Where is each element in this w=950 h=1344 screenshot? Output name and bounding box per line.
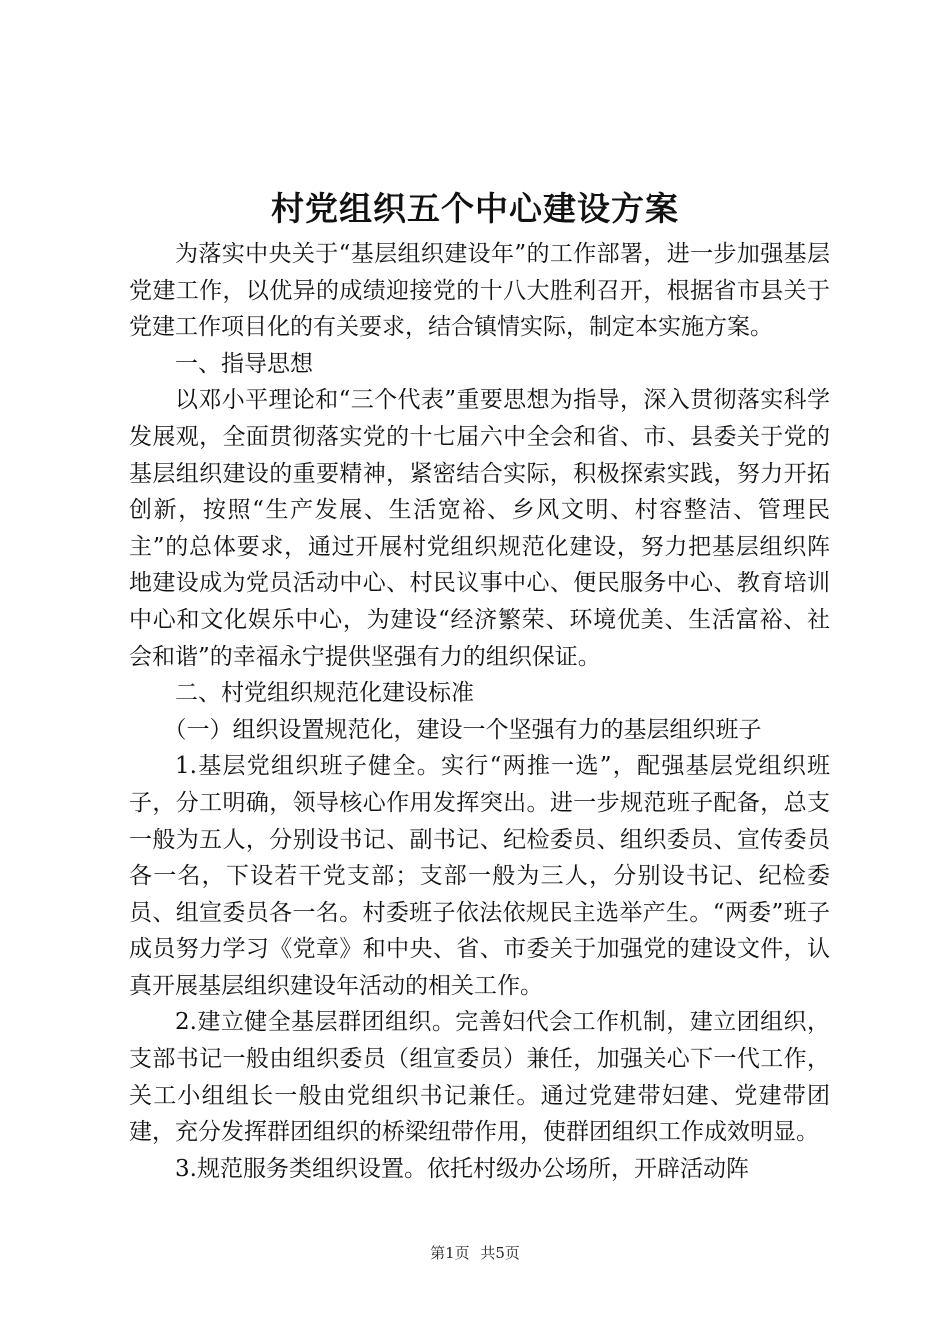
- subsection-heading-organization: （一）组织设置规范化，建设一个坚强有力的基层组织班子: [163, 716, 762, 743]
- section-heading-standards: 二、村党组织规范化建设标准: [175, 680, 474, 707]
- page-number: 第1页: [430, 1244, 470, 1262]
- document-body: [129, 236, 830, 1187]
- item-paragraph-2: 2.建立健全基层群团组织。完善妇代会工作机制，建立团组织，支部书记一般由组织委员（组宣委员）兼任，加强关心下一代工作，关工小组组长一般由党组织书记兼任。通过党建带妇建、党建带团建，充分发挥群团组织的桥梁纽带作用，使群团组织工作成效明显。: [129, 1009, 830, 1146]
- document-title: 村党组织五个中心建设方案: [271, 189, 679, 228]
- item-paragraph-3: 3.规范服务类组织设置。依托村级办公场所，开辟活动阵: [175, 1155, 749, 1182]
- intro-paragraph: 为落实中央关于“基层组织建设年”的工作部署，进一步加强基层党建工作，以优异的成绩迎接党的十八大胜利召开，根据省市县关于党建工作项目化的有关要求，结合镇情实际，制定本实施方案。: [129, 241, 830, 341]
- section-heading-guiding-ideology: 一、指导思想: [175, 350, 313, 377]
- guiding-ideology-paragraph: 以邓小平理论和“三个代表”重要思想为指导，深入贯彻落实科学发展观，全面贯彻落实党的十七届六中全会和省、市、县委关于党的基层组织建设的重要精神，紧密结合实际，积极探索实践，努力开拓创新，按照“生产发展、生活宽裕、乡风文明、村容整洁、管理民主”的总体要求，通过开展村党组织规范化建设，努力把基层组织阵地建设成为党员活动中心、村民议事中心、便民服务中心、教育培训中心和文化娱乐中心，为建设“经济繁荣、环境优美、生活富裕、社会和谐”的幸福永宁提供坚强有力的组织保证。: [129, 387, 830, 670]
- page-footer: [0, 1243, 950, 1263]
- page-total: 共5页: [480, 1244, 520, 1262]
- item-paragraph-1: 1.基层党组织班子健全。实行“两推一选”，配强基层党组织班子，分工明确，领导核心作用发挥突出。进一步规范班子配备，总支一般为五人，分别设书记、副书记、纪检委员、组织委员、宣传委员各一名，下设若干党支部；支部一般为三人，分别设书记、纪检委员、组宣委员各一名。村委班子依法依规民主选举产生。“两委”班子成员努力学习《党章》和中央、省、市委关于加强党的建设文件，认真开展基层组织建设年活动的相关工作。: [129, 753, 830, 999]
